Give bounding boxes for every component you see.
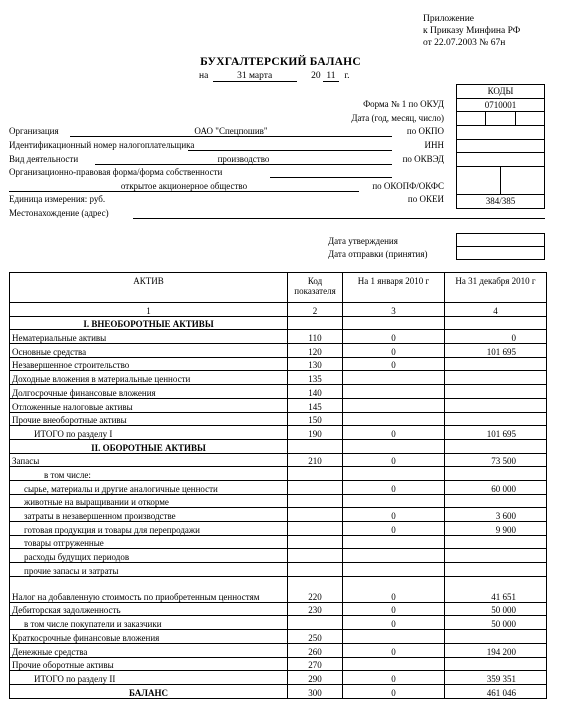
org-label: Организация [9, 126, 59, 136]
row-begin-value[interactable] [343, 535, 445, 549]
row-end-value[interactable] [445, 494, 547, 508]
table-row [10, 398, 547, 412]
row-begin-value[interactable] [343, 385, 445, 399]
row-begin-value[interactable] [343, 563, 445, 577]
row-begin-value[interactable] [343, 371, 445, 385]
okved-code[interactable] [457, 153, 545, 167]
approval-label: Дата утверждения [328, 236, 398, 246]
table-row [10, 467, 547, 481]
row-label: Запасы [10, 453, 288, 467]
row-end-value[interactable]: 3 600 [445, 508, 547, 522]
table-row [10, 671, 547, 685]
row-end-value[interactable] [445, 385, 547, 399]
row-code: 290 [288, 671, 343, 685]
row-code [288, 494, 343, 508]
row-label: сырье, материалы и другие аналогичные ценности [10, 480, 288, 494]
location-label: Местонахождение (адрес) [9, 208, 109, 218]
row-end-value[interactable] [445, 549, 547, 563]
col-number: 3 [343, 303, 445, 317]
row-label: Отложенные налоговые активы [10, 398, 288, 412]
row-begin-value[interactable] [343, 316, 445, 330]
row-label: животные на выращивании и откорме [10, 494, 288, 508]
row-code: 230 [288, 602, 343, 616]
row-end-value[interactable] [445, 316, 547, 330]
codes-table [456, 84, 545, 209]
row-code: 300 [288, 684, 343, 698]
row-begin-value[interactable] [343, 630, 445, 644]
year-prefix: 20 [311, 71, 321, 81]
row-end-value[interactable] [445, 357, 547, 371]
balance-table [9, 272, 547, 699]
row-end-value[interactable]: 9 900 [445, 522, 547, 536]
row-label: расходы будущих периодов [10, 549, 288, 563]
okei-code[interactable]: 384/385 [457, 194, 545, 208]
inn-id-label: Идентификационный номер налогоплательщика [9, 140, 195, 150]
row-code [288, 535, 343, 549]
okopf-label: по ОКОПФ/ОКФС [372, 181, 444, 191]
row-label: II. ОБОРОТНЫЕ АКТИВЫ [10, 439, 288, 453]
row-label: ИТОГО по разделу I [10, 426, 288, 440]
table-row [10, 508, 547, 522]
row-code: 190 [288, 426, 343, 440]
table-row [10, 602, 547, 616]
unit-label: Единица измерения: руб. [9, 194, 106, 204]
table-row [10, 616, 547, 630]
row-end-value[interactable] [445, 439, 547, 453]
table-row [10, 494, 547, 508]
table-row [10, 344, 547, 358]
row-end-value[interactable]: 60 000 [445, 480, 547, 494]
row-code [288, 480, 343, 494]
row-end-value[interactable] [445, 657, 547, 671]
row-code: 140 [288, 385, 343, 399]
date-label: Дата (год, месяц, число) [351, 113, 444, 123]
row-label: Дебиторская задолженность [10, 602, 288, 616]
row-label: Денежные средства [10, 643, 288, 657]
row-end-value[interactable]: 359 351 [445, 671, 547, 685]
row-code [288, 316, 343, 330]
header-code: Код показателя [288, 273, 343, 303]
row-label: готовая продукция и товары для перепродажи [10, 522, 288, 536]
table-row [10, 684, 547, 698]
row-code: 135 [288, 371, 343, 385]
okved-label: по ОКВЭД [402, 154, 444, 164]
row-end-value[interactable]: 101 695 [445, 344, 547, 358]
row-begin-value[interactable]: 0 [343, 643, 445, 657]
approval-date[interactable] [457, 234, 545, 247]
row-code: 130 [288, 357, 343, 371]
row-label: Долгосрочные финансовые вложения [10, 385, 288, 399]
legal-form-label: Организационно-правовая форма/форма собственности [9, 167, 223, 177]
date-code-cell[interactable] [457, 112, 545, 126]
date-year[interactable]: 11 [323, 71, 339, 82]
sent-date[interactable] [457, 247, 545, 260]
row-begin-value[interactable]: 0 [343, 480, 445, 494]
appendix-line: от 22.07.2003 № 67н [423, 38, 506, 48]
date-day-month[interactable]: 31 марта [213, 71, 297, 82]
row-begin-value[interactable]: 0 [343, 602, 445, 616]
table-row [10, 563, 547, 577]
row-label: в том числе: [10, 467, 288, 481]
legal-form-value[interactable]: открытое акционерное общество [120, 181, 248, 191]
row-label: БАЛАНС [10, 684, 288, 698]
row-label: Прочие оборотные активы [10, 657, 288, 671]
header-assets: АКТИВ [10, 273, 288, 303]
row-begin-value[interactable]: 0 [343, 344, 445, 358]
row-begin-value[interactable]: 0 [343, 330, 445, 344]
row-label: Основные средства [10, 344, 288, 358]
row-begin-value[interactable]: 0 [343, 522, 445, 536]
row-end-value[interactable]: 73 500 [445, 453, 547, 467]
row-begin-value[interactable] [343, 467, 445, 481]
dates-table [456, 233, 545, 260]
row-label: Краткосрочные финансовые вложения [10, 630, 288, 644]
row-label: Прочие внеоборотные активы [10, 412, 288, 426]
activity-label: Вид деятельности [9, 154, 79, 164]
table-row [10, 371, 547, 385]
row-begin-value[interactable]: 0 [343, 616, 445, 630]
row-code: 260 [288, 643, 343, 657]
okopf-code-cell[interactable] [457, 166, 545, 194]
row-code: 150 [288, 412, 343, 426]
table-row [10, 453, 547, 467]
row-end-value[interactable]: 194 200 [445, 643, 547, 657]
row-begin-value[interactable]: 0 [343, 576, 445, 602]
row-code [288, 508, 343, 522]
row-code [288, 439, 343, 453]
col-number: 1 [10, 303, 288, 317]
row-end-value[interactable]: 101 695 [445, 426, 547, 440]
row-code [288, 549, 343, 563]
okpo-code[interactable] [457, 126, 545, 140]
okud-code[interactable]: 0710001 [457, 98, 545, 112]
row-begin-value[interactable]: 0 [343, 671, 445, 685]
row-code: 120 [288, 344, 343, 358]
row-end-value[interactable]: 0 [445, 330, 547, 344]
document-title: БУХГАЛТЕРСКИЙ БАЛАНС [200, 56, 361, 68]
table-row [10, 412, 547, 426]
table-row [10, 522, 547, 536]
okpo-label: по ОКПО [406, 126, 444, 136]
row-begin-value[interactable] [343, 398, 445, 412]
row-end-value[interactable] [445, 535, 547, 549]
row-code [288, 563, 343, 577]
row-code: 250 [288, 630, 343, 644]
row-label: I. ВНЕОБОРОТНЫЕ АКТИВЫ [10, 316, 288, 330]
row-label: товары отгруженные [10, 535, 288, 549]
sent-label: Дата отправки (принятия) [328, 249, 428, 259]
row-code: 210 [288, 453, 343, 467]
date-line [199, 71, 350, 82]
row-label: Налог на добавленную стоимость по приобретенным ценностям [10, 576, 288, 602]
row-label: затраты в незавершенном производстве [10, 508, 288, 522]
table-row [10, 385, 547, 399]
table-row [10, 357, 547, 371]
row-end-value[interactable] [445, 371, 547, 385]
col-number: 2 [288, 303, 343, 317]
row-end-value[interactable] [445, 563, 547, 577]
row-begin-value[interactable] [343, 549, 445, 563]
inn-code[interactable] [457, 139, 545, 153]
row-begin-value[interactable]: 0 [343, 508, 445, 522]
row-code [288, 616, 343, 630]
table-row [10, 643, 547, 657]
inn-label: ИНН [424, 140, 444, 150]
row-label: Доходные вложения в материальные ценности [10, 371, 288, 385]
row-code [288, 522, 343, 536]
row-label: прочие запасы и затраты [10, 563, 288, 577]
row-code: 110 [288, 330, 343, 344]
row-end-value[interactable]: 50 000 [445, 616, 547, 630]
table-row [10, 330, 547, 344]
header-begin: На 1 января 2010 г [343, 273, 445, 303]
row-end-value[interactable] [445, 398, 547, 412]
row-begin-value[interactable]: 0 [343, 357, 445, 371]
header-end: На 31 декабря 2010 г [445, 273, 547, 303]
year-suffix: г. [344, 71, 350, 81]
table-row [10, 630, 547, 644]
codes-header: КОДЫ [457, 85, 545, 99]
row-code: 220 [288, 576, 343, 602]
table-row [10, 316, 547, 330]
row-end-value[interactable]: 41 651 [445, 576, 547, 602]
row-code [288, 467, 343, 481]
table-row [10, 657, 547, 671]
activity-value[interactable]: производство [217, 154, 270, 164]
date-prefix: на [199, 71, 209, 81]
row-label: Нематериальные активы [10, 330, 288, 344]
row-end-value[interactable]: 461 046 [445, 684, 547, 698]
okei-label: по ОКЕИ [407, 194, 444, 204]
row-begin-value[interactable] [343, 412, 445, 426]
row-begin-value[interactable]: 0 [343, 426, 445, 440]
table-row [10, 439, 547, 453]
table-row [10, 549, 547, 563]
row-begin-value[interactable]: 0 [343, 684, 445, 698]
col-number: 4 [445, 303, 547, 317]
row-end-value[interactable]: 50 000 [445, 602, 547, 616]
row-label: в том числе покупатели и заказчики [10, 616, 288, 630]
appendix-line: Приложение [423, 14, 474, 24]
appendix-note [423, 13, 520, 49]
row-code: 270 [288, 657, 343, 671]
row-begin-value[interactable] [343, 439, 445, 453]
org-value[interactable]: ОАО "Спецпошив" [194, 126, 268, 136]
row-code: 145 [288, 398, 343, 412]
row-label: Незавершенное строительство [10, 357, 288, 371]
row-begin-value[interactable] [343, 494, 445, 508]
table-row [10, 480, 547, 494]
table-row [10, 576, 547, 602]
row-end-value[interactable] [445, 412, 547, 426]
row-begin-value[interactable] [343, 657, 445, 671]
row-end-value[interactable] [445, 630, 547, 644]
row-begin-value[interactable]: 0 [343, 453, 445, 467]
row-label: ИТОГО по разделу II [10, 671, 288, 685]
table-row [10, 426, 547, 440]
form-label: Форма № 1 по ОКУД [363, 99, 444, 109]
row-end-value[interactable] [445, 467, 547, 481]
table-row [10, 535, 547, 549]
appendix-line: к Приказу Минфина РФ [423, 26, 521, 36]
